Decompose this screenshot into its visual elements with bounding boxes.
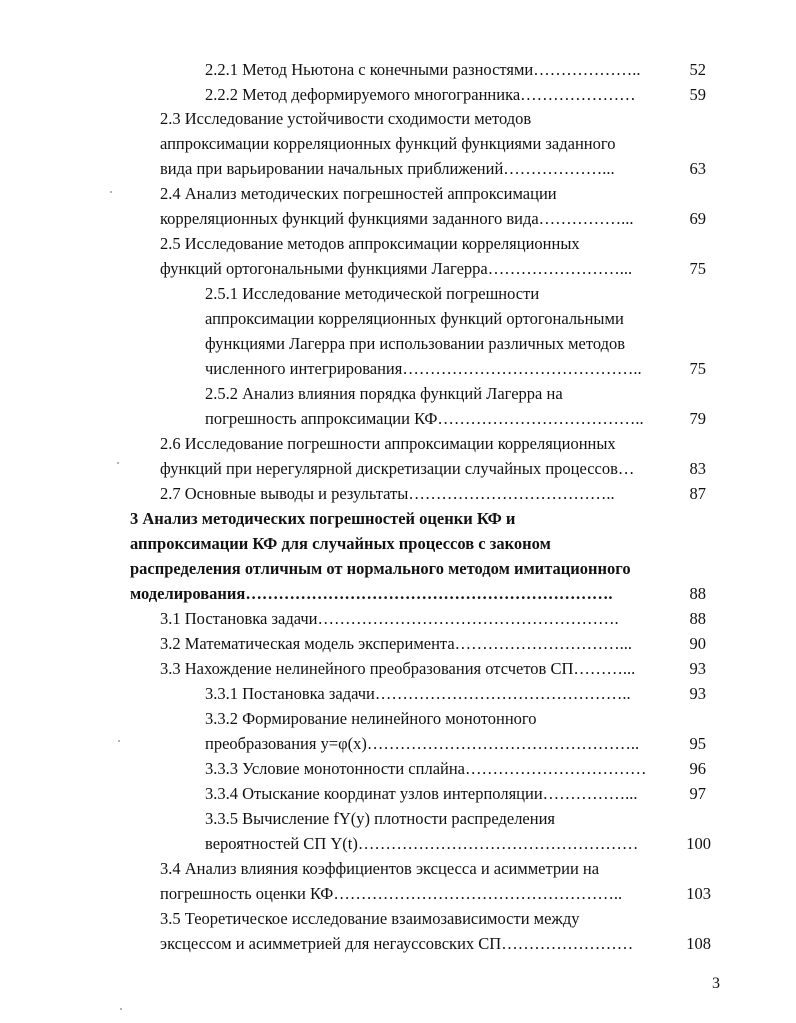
toc-entry-line: 3.3.4 Отыскание координат узлов интерполяции……………... — [205, 784, 638, 803]
toc-entry-line: 3.1 Постановка задачи………………………………………………. — [160, 609, 619, 628]
toc-page-number: 90 — [689, 634, 706, 653]
toc-page-number: 52 — [689, 60, 706, 79]
toc-page-number: 96 — [689, 759, 706, 778]
toc-entry-line: 2.3 Исследование устойчивости сходимости методов — [160, 109, 532, 128]
toc-page-number: 59 — [689, 85, 706, 104]
toc-entry-line: 3.3 Нахождение нелинейного преобразования отсчетов СП………... — [160, 659, 636, 678]
toc-entry-line: функций при нерегулярной дискретизации случайных процессов… — [160, 459, 635, 478]
toc-page-number: 97 — [689, 784, 706, 803]
toc-chapter-line: распределения отличным от нормального методом имитационного — [130, 559, 631, 578]
toc-entry-line: 3.3.5 Вычисление fY(y) плотности распределения — [205, 809, 556, 828]
scan-speck — [118, 740, 120, 742]
toc-entry-line: 2.7 Основные выводы и результаты……………………………….. — [160, 484, 615, 503]
scan-speck — [110, 191, 112, 193]
toc-entry-line: 2.5.1 Исследование методической погрешности — [205, 284, 540, 303]
toc-entry-line: аппроксимации корреляционных функций ортогональными — [205, 309, 624, 328]
toc-page-number: 75 — [689, 359, 706, 378]
toc-page-number: 87 — [689, 484, 706, 503]
toc-page-number: 88 — [689, 609, 706, 628]
toc-entry-line: 3.4 Анализ влияния коэффициентов эксцесса и асимметрии на — [160, 859, 600, 878]
toc-page-number: 69 — [689, 209, 706, 228]
toc-entry-line: численного интегрирования…………………………………….. — [205, 359, 642, 378]
toc-page-number: 108 — [686, 934, 711, 953]
toc-page-number: 83 — [689, 459, 706, 478]
toc-page-number: 93 — [689, 659, 706, 678]
scan-speck — [120, 1008, 122, 1010]
toc-entry-line: корреляционных функций функциями заданного вида……………... — [160, 209, 634, 228]
toc-entry-line: 2.5.2 Анализ влияния порядка функций Лагерра на — [205, 384, 563, 403]
toc-entry-line: 3.3.2 Формирование нелинейного монотонного — [205, 709, 537, 728]
footer-page-number: 3 — [712, 975, 720, 992]
toc-entry-line: 3.3.3 Условие монотонности сплайна…………………………… — [205, 759, 647, 778]
toc-page-number: 88 — [689, 584, 706, 603]
toc-entry-line: 3.3.1 Постановка задачи……………………………………….. — [205, 684, 631, 703]
toc-page-number: 75 — [689, 259, 706, 278]
toc-page-number: 79 — [689, 409, 706, 428]
toc-entry-line: 2.2.1 Метод Ньютона с конечными разностями……………….. — [205, 60, 641, 79]
toc-entry-line: 2.6 Исследование погрешности аппроксимации корреляционных — [160, 434, 616, 453]
toc-entry-line: 2.4 Анализ методических погрешностей аппроксимации — [160, 184, 557, 203]
toc-entry-line: погрешность оценки КФ…………………………………………….. — [160, 884, 623, 903]
toc-entry-line: 3.2 Математическая модель эксперимента…………………………... — [160, 634, 633, 653]
toc-entry-line: функциями Лагерра при использовании различных методов — [205, 334, 626, 353]
toc-entry-line: функций ортогональными функциями Лагерра……………………... — [160, 259, 633, 278]
toc-page-number: 103 — [686, 884, 711, 903]
scan-speck — [117, 462, 119, 464]
toc-entry-line: вида при варьировании начальных приближений………………... — [160, 159, 615, 178]
toc-entry-line: аппроксимации корреляционных функций функциями заданного — [160, 134, 616, 153]
toc-entry-line: 2.5 Исследование методов аппроксимации корреляционных — [160, 234, 580, 253]
toc-entry-line: 2.2.2 Метод деформируемого многогранника………………… — [205, 85, 636, 104]
toc-page-number: 100 — [686, 834, 711, 853]
toc-chapter-line: моделирования…………………………………………………………. — [130, 584, 613, 603]
toc-entry-line: преобразования y=φ(x)………………………………………….. — [205, 734, 640, 753]
toc-entry-line: погрешность аппроксимации КФ……………………………….. — [205, 409, 644, 428]
toc-page-number: 63 — [689, 159, 706, 178]
toc-entry-line: вероятностей СП Y(t)…………………………………………… — [205, 834, 639, 853]
toc-entry-line: 3.5 Теоретическое исследование взаимозависимости между — [160, 909, 580, 928]
toc-entry-line: эксцессом и асимметрией для негауссовских СП…………………… — [160, 934, 634, 953]
toc-page-number: 95 — [689, 734, 706, 753]
toc-page-number: 93 — [689, 684, 706, 703]
toc-chapter-line: аппроксимации КФ для случайных процессов с законом — [130, 534, 551, 553]
toc-chapter-line: 3 Анализ методических погрешностей оценки КФ и — [130, 509, 516, 528]
